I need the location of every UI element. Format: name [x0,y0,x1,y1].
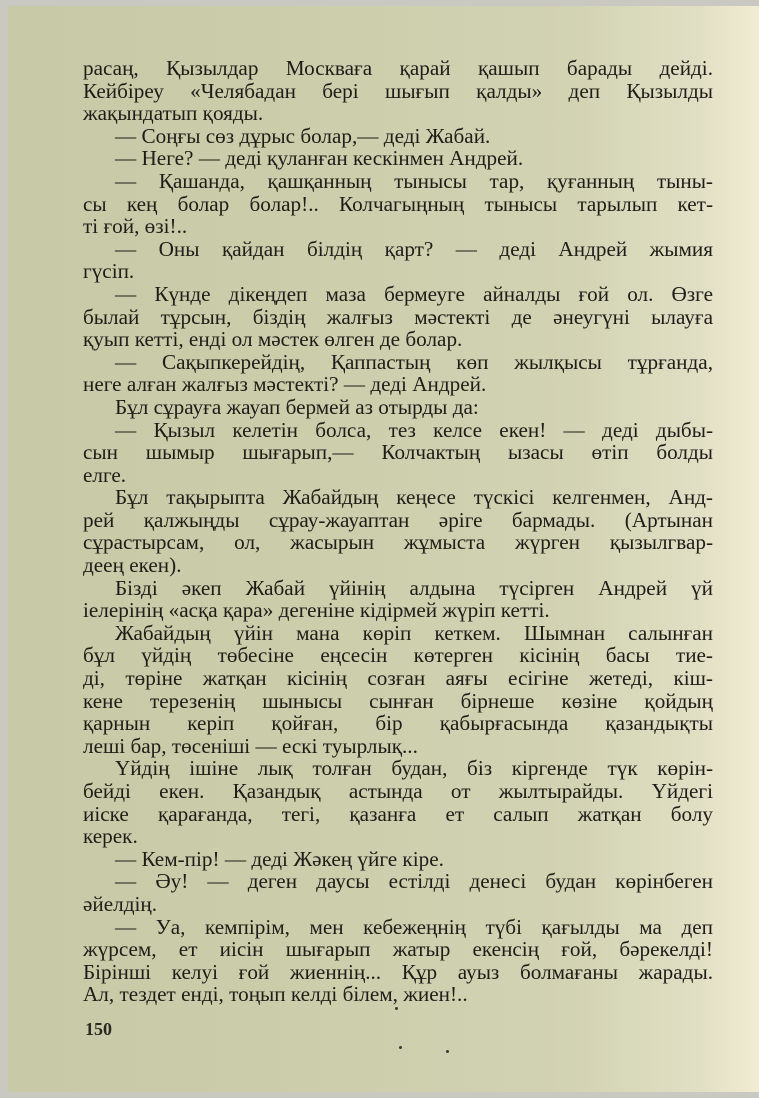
paragraph [83,848,713,871]
text-line: қарнын керіп қойған, бір қабырғасында қазандықты [83,711,713,736]
text-line: — Кем-пір! — деді Жәкең үйге кіре. [115,846,444,871]
text-line: іелерінің «асқа қара» дегеніне кідірмей жүріп кетті. [83,598,550,623]
text-line: бұл үйдің төбесіне еңсесін көтерген кісінің басы тие- [83,643,713,668]
text-line: Бұл тақырыпта Жабайдың кеңесе түскісі келгенмен, Анд- [115,485,713,510]
paragraph [83,870,713,915]
paper-speck [399,1046,402,1049]
text-line: неге алған жалғыз мәстекті? — деді Андрей. [83,372,487,397]
text-line: ті ғой, өзі!.. [83,214,188,239]
paragraph [83,622,713,758]
text-line: иіске қарағанда, тегі, қазанға ет салып жатқан болу [83,801,713,826]
paragraph [83,147,713,170]
paragraph [83,486,713,576]
paragraph [83,351,713,396]
paper-speck [395,1007,398,1010]
text-line: Бізді әкеп Жабай үйінің алдына түсірген Андрей үй [115,575,713,600]
text-line: — Сақыпкерейдің, Қаппастың көп жылқысы тұрғанда, [115,349,713,374]
paragraph [83,419,713,487]
text-line: — Қашанда, қашқанның тынысы тар, қуғанның тыны- [115,168,713,193]
paragraph [83,916,713,1006]
text-line: елге. [83,462,127,487]
text-line: — Оны қайдан білдің қарт? — деді Андрей жымия [115,236,713,261]
text-line: Бірінші келуі ғой жиеннің... Құр ауыз болмағаны жарады. [83,959,713,984]
text-line: леші бар, төсеніші — ескі туырлық... [83,733,418,758]
text-line: Үйдің ішіне лық толған будан, біз кіргенде түк көрін- [115,756,713,781]
text-line: ді, төріне жатқан кісінің созған аяғы есігіне жетеді, кіш- [83,666,713,691]
paragraph [83,125,713,148]
text-line: Жабайдың үйін мана көріп кеткем. Шымнан салынған [115,620,713,645]
paragraph [83,170,713,238]
text-line: былай тұрсын, біздің жалғыз мәстекті де әнеугүні ылауға [83,304,713,329]
book-page [8,6,759,1092]
text-line: сын шымыр шығарып,— Колчактың ызасы өтіп болды [83,440,713,465]
text-line: деең екен). [83,553,182,578]
text-line: — Неге? — деді қуланған кескінмен Андрей. [115,146,524,171]
page-body-text [83,57,713,1006]
text-line: — Уа, кемпірім, мен кебежеңнің түбі қағылды ма деп [115,914,713,939]
text-line: қуып кетті, енді ол мәстек өлген де болар. [83,327,463,352]
text-line: Ал, тездет енді, тоңып келді білем, жиен!.. [83,982,468,1007]
paragraph [83,577,713,622]
text-line: гүсіп. [83,259,135,284]
paragraph [83,238,713,283]
text-line: — Әу! — деген даусы естілді денесі будан көрінбеген [115,869,713,894]
text-line: сы кең болар болар!.. Колчагыңның тынысы тарылып кет- [83,191,713,216]
text-line: — Соңғы сөз дұрыс болар,— деді Жабай. [115,123,491,148]
text-line: әйелдің. [83,891,158,916]
text-line: Кейбіреу «Челябадан бері шығып қалды» деп Қызылды [83,78,713,103]
text-line: рей қалжыңды сұрау-жауаптан әріге бармады. (Артынан [83,507,713,532]
paragraph [83,283,713,351]
paragraph [83,396,713,419]
paragraph [83,757,713,847]
text-line: жақындатып қояды. [83,101,264,126]
text-line: кене терезенің шынысы сынған бірнеше көзіне қойдың [83,688,713,713]
page-number: 150 [85,1019,112,1039]
text-line: жүрсем, ет иісін шығарып жатыр екенсің ғой, бәрекелді! [83,937,713,962]
text-line: — Қызыл келетін болса, тез келсе екен! — деді дыбы- [115,417,713,442]
text-line: расаң, Қызылдар Москваға қарай қашып барады дейді. [83,56,713,80]
text-line: керек. [83,824,138,849]
text-line: — Күнде дікеңдеп маза бермеуге айналды ғой ол. Өзге [115,281,713,306]
paper-speck [446,1050,449,1053]
paragraph [83,57,713,125]
text-line: бейді екен. Қазандық астында от жылтырайды. Үйдегі [83,779,713,803]
text-line: Бұл сұрауға жауап бермей аз отырды да: [115,394,479,419]
text-line: сұрастырсам, ол, жасырын жұмыста жүрген қызылгвар- [83,530,713,555]
